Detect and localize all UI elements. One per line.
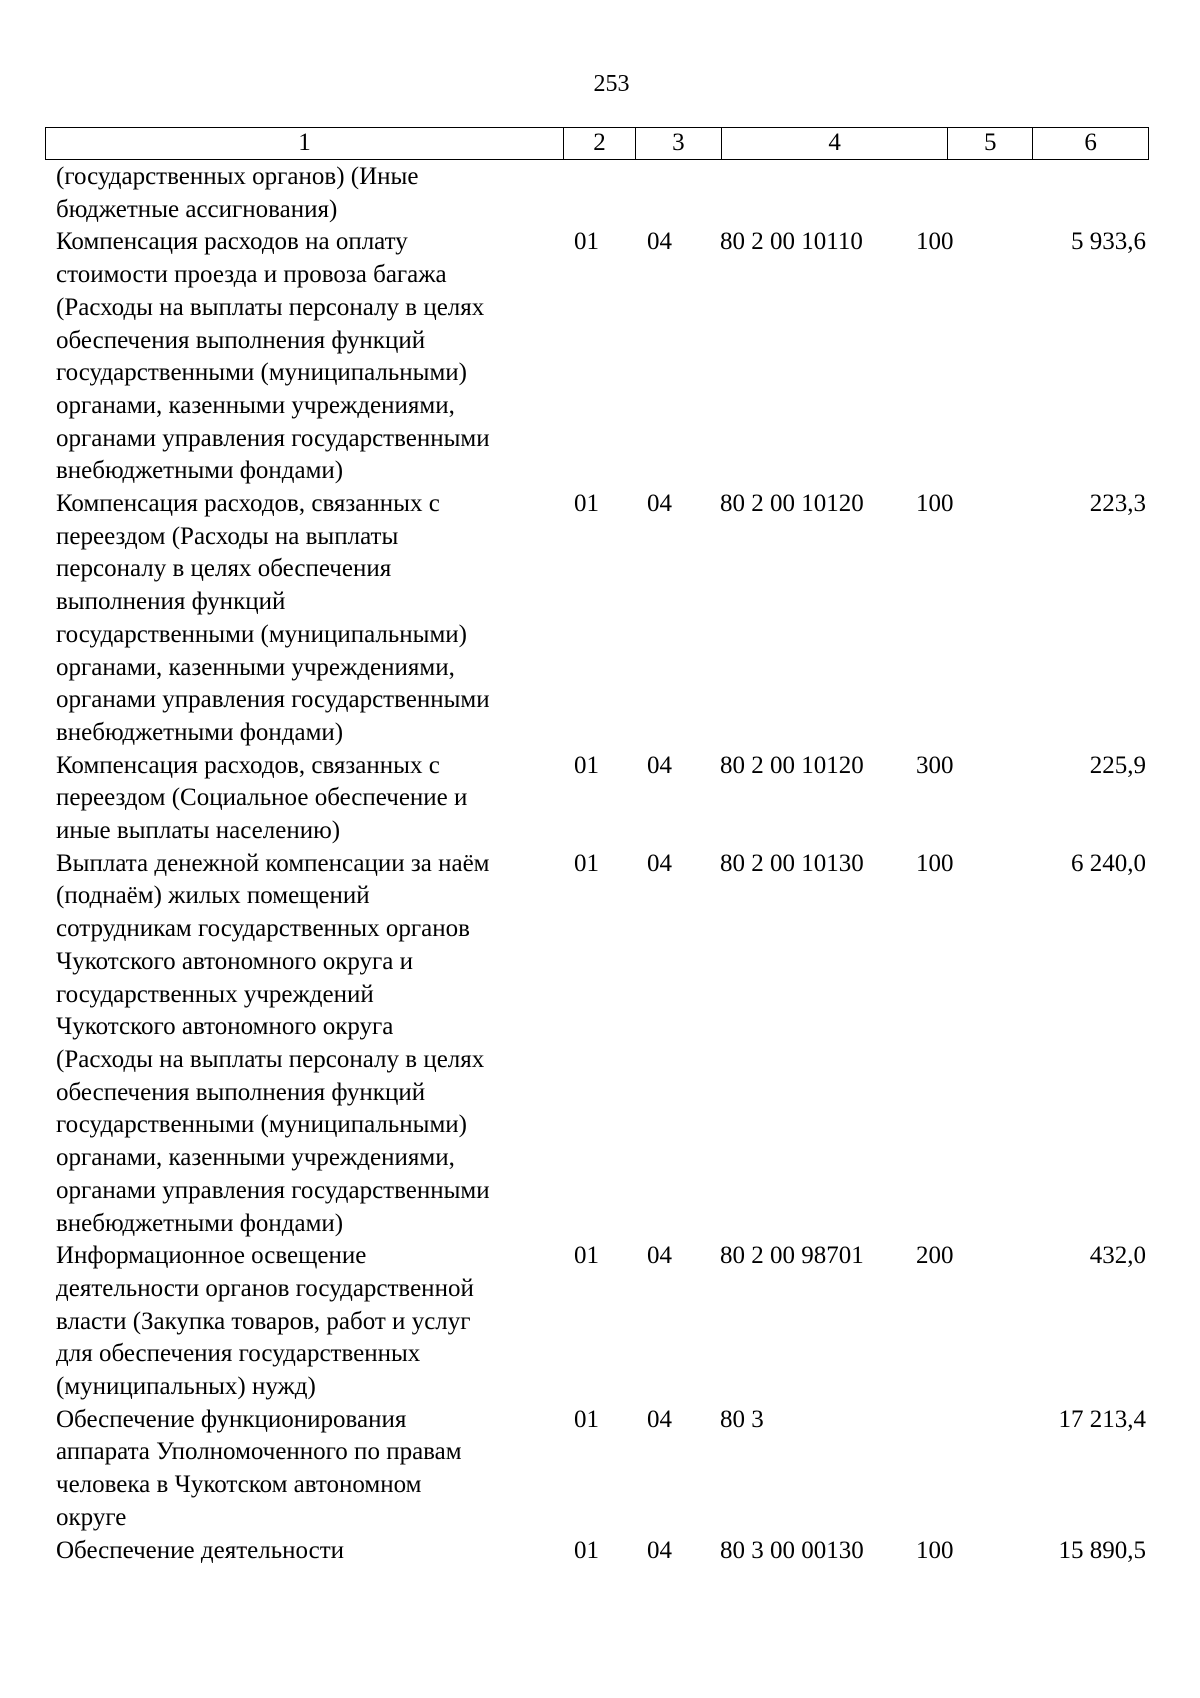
- row-amount: 15 890,5: [1058, 1536, 1146, 1564]
- row-subsection: 04: [647, 1242, 672, 1270]
- row-subsection: 04: [647, 1536, 672, 1564]
- row-section: 01: [574, 1242, 599, 1270]
- row-amount: 225,9: [1089, 751, 1146, 779]
- row-amount: 223,3: [1089, 490, 1146, 518]
- row-name: (государственных органов) (Иные бюджетные ассигнования): [56, 163, 419, 223]
- table-row: [56, 1404, 1146, 1535]
- row-target-article: [720, 161, 916, 226]
- row-section: [574, 161, 647, 226]
- row-amount: [972, 161, 1146, 226]
- row-expense-type: 100: [916, 849, 954, 877]
- column-header-1: 1: [46, 128, 564, 159]
- row-subsection: 04: [647, 849, 672, 877]
- row-amount: 432,0: [1089, 1242, 1146, 1270]
- row-subsection: 04: [647, 751, 672, 779]
- row-name: Обеспечение функционирования аппарата Уполномоченного по правам человека в Чукотском автономном округе: [56, 1405, 462, 1531]
- row-section: 01: [574, 751, 599, 779]
- column-header-6: 6: [1084, 129, 1097, 156]
- row-target-article: 80 2 00 10120: [720, 751, 864, 779]
- row-section: 01: [574, 1536, 599, 1564]
- table-header-row: [45, 127, 1149, 160]
- table-row: [56, 1535, 1146, 1568]
- table-row: [56, 488, 1146, 750]
- row-target-article: 80 3: [720, 1405, 764, 1433]
- row-target-article: 80 2 00 10110: [720, 228, 863, 256]
- row-name: Компенсация расходов на оплату стоимости проезда и провоза багажа (Расходы на выплаты персоналу в целях обеспечения выполнения функций государственными (муниципальными) органами, казенными учреждениями, органами управления государственными внебюджетными фондами): [56, 228, 490, 485]
- row-expense-type: 100: [916, 228, 954, 256]
- column-header-5: 5: [948, 128, 1033, 159]
- row-section: 01: [574, 228, 599, 256]
- row-expense-type: [916, 161, 972, 226]
- row-expense-type: 300: [916, 751, 954, 779]
- row-amount: 6 240,0: [1071, 849, 1146, 877]
- row-section: 01: [574, 1405, 599, 1433]
- row-expense-type: 100: [916, 1536, 954, 1564]
- row-name: Обеспечение деятельности: [56, 1536, 345, 1564]
- page-number: 253: [593, 71, 630, 97]
- table-row: [56, 750, 1146, 848]
- row-expense-type: 100: [916, 490, 954, 518]
- table-body: [56, 161, 1146, 1567]
- row-subsection: 04: [647, 490, 672, 518]
- row-target-article: 80 2 00 98701: [720, 1242, 864, 1270]
- row-expense-type: [916, 1404, 972, 1535]
- column-header-3: 3: [636, 128, 722, 159]
- row-section: 01: [574, 849, 599, 877]
- row-subsection: [647, 161, 720, 226]
- row-name: Компенсация расходов, связанных с переездом (Расходы на выплаты персоналу в целях обеспечения выполнения функций государственными (муниципальными) органами, казенными учреждениями, органами управления государственными внебюджетными фондами): [56, 490, 490, 746]
- column-header-4: 4: [722, 128, 949, 159]
- row-amount: 5 933,6: [1071, 228, 1146, 256]
- row-target-article: 80 2 00 10130: [720, 849, 864, 877]
- table-row: [56, 161, 1146, 226]
- row-subsection: 04: [647, 228, 672, 256]
- row-name: Выплата денежной компенсации за наём (поднаём) жилых помещений сотрудникам государственных органов Чукотского автономного округа и государственных учреждений Чукотского автономного округа (Расходы на выплаты персоналу в целях обеспечения выполнения функций государственными (муниципальными) органами, казенными учреждениями, органами управления государственными внебюджетными фондами): [56, 849, 490, 1237]
- row-section: 01: [574, 490, 599, 518]
- table-row: [56, 1240, 1146, 1404]
- row-name: Информационное освещение деятельности органов государственной власти (Закупка товаров, работ и услуг для обеспечения государственных (муниципальных) нужд): [56, 1242, 474, 1401]
- row-name: Компенсация расходов, связанных с переездом (Социальное обеспечение и иные выплаты населению): [56, 751, 468, 845]
- row-expense-type: 200: [916, 1242, 954, 1270]
- row-amount: 17 213,4: [1058, 1405, 1146, 1433]
- row-target-article: 80 3 00 00130: [720, 1536, 864, 1564]
- table-row: [56, 226, 1146, 488]
- row-target-article: 80 2 00 10120: [720, 490, 864, 518]
- column-header-2: 2: [564, 128, 636, 159]
- row-subsection: 04: [647, 1405, 672, 1433]
- table-row: [56, 848, 1146, 1240]
